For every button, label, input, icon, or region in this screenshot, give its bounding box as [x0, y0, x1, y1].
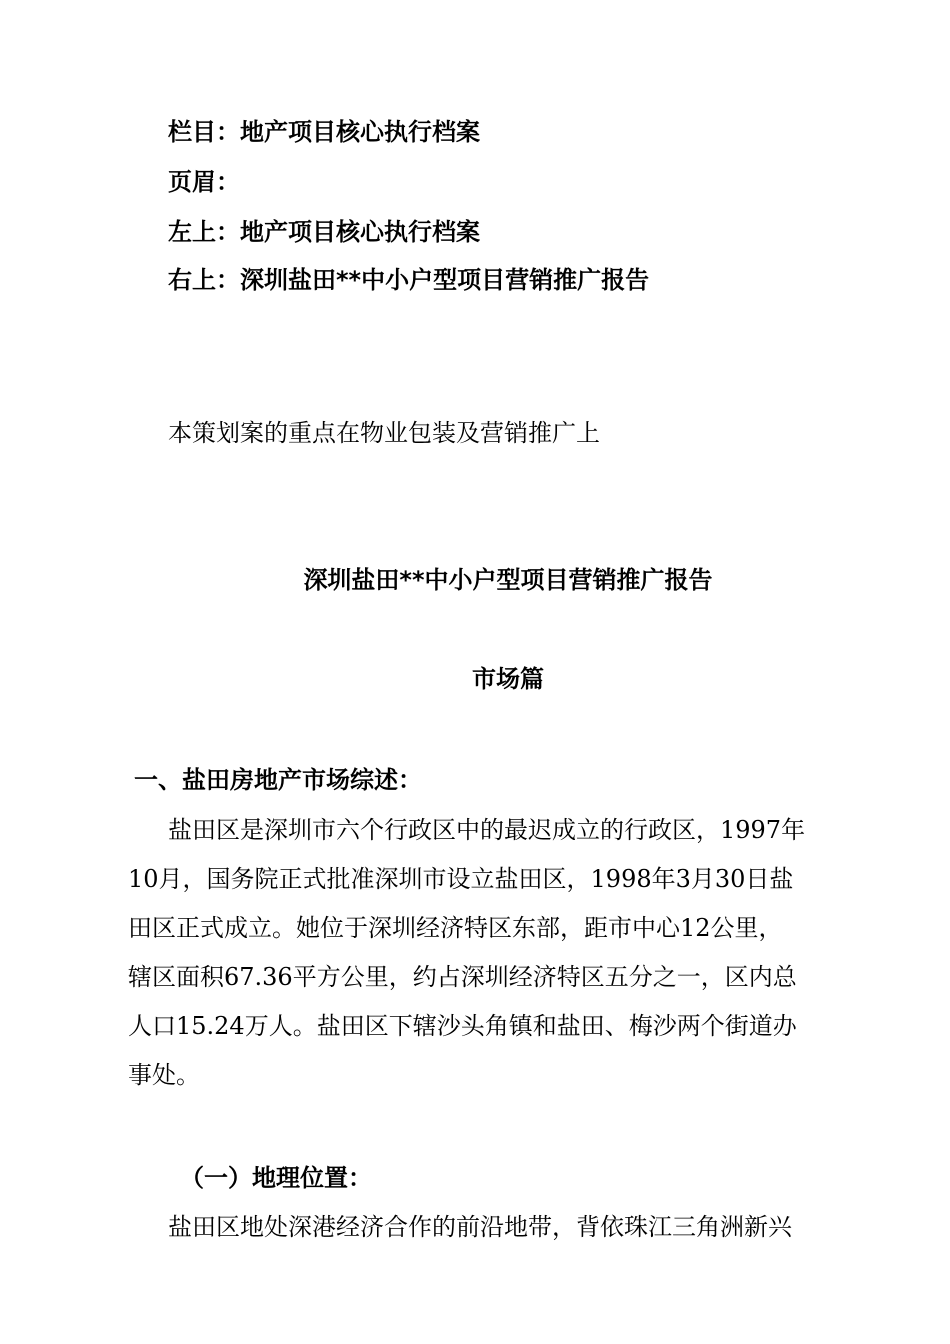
meta-header: 页眉：	[168, 168, 240, 196]
paragraph-line: 辖区面积67.36平方公里，约占深圳经济特区五分之一，区内总	[128, 963, 797, 991]
intro-text: 本策划案的重点在物业包装及营销推广上	[168, 419, 600, 447]
paragraph-line: 盐田区是深圳市六个行政区中的最迟成立的行政区，1997年	[168, 816, 806, 844]
document-title: 深圳盐田**中小户型项目营销推广报告	[303, 566, 713, 594]
paragraph-line: 人口15.24万人。盐田区下辖沙头角镇和盐田、梅沙两个街道办	[128, 1012, 797, 1040]
document-subtitle: 市场篇	[472, 665, 544, 693]
paragraph-line: 事处。	[128, 1061, 200, 1089]
paragraph-line: 10月，国务院正式批准深圳市设立盐田区，1998年3月30日盐	[128, 865, 794, 893]
paragraph-line: 田区正式成立。她位于深圳经济特区东部，距市中心12公里，	[128, 914, 783, 942]
meta-top-left: 左上：地产项目核心执行档案	[168, 218, 480, 246]
meta-column: 栏目：地产项目核心执行档案	[168, 118, 480, 146]
meta-top-right: 右上：深圳盐田**中小户型项目营销推广报告	[168, 266, 650, 294]
section-heading: 一、盐田房地产市场综述：	[134, 766, 422, 794]
paragraph-line: 盐田区地处深港经济合作的前沿地带，背依珠江三角洲新兴	[168, 1213, 792, 1241]
subsection-heading: （一）地理位置：	[180, 1164, 372, 1192]
